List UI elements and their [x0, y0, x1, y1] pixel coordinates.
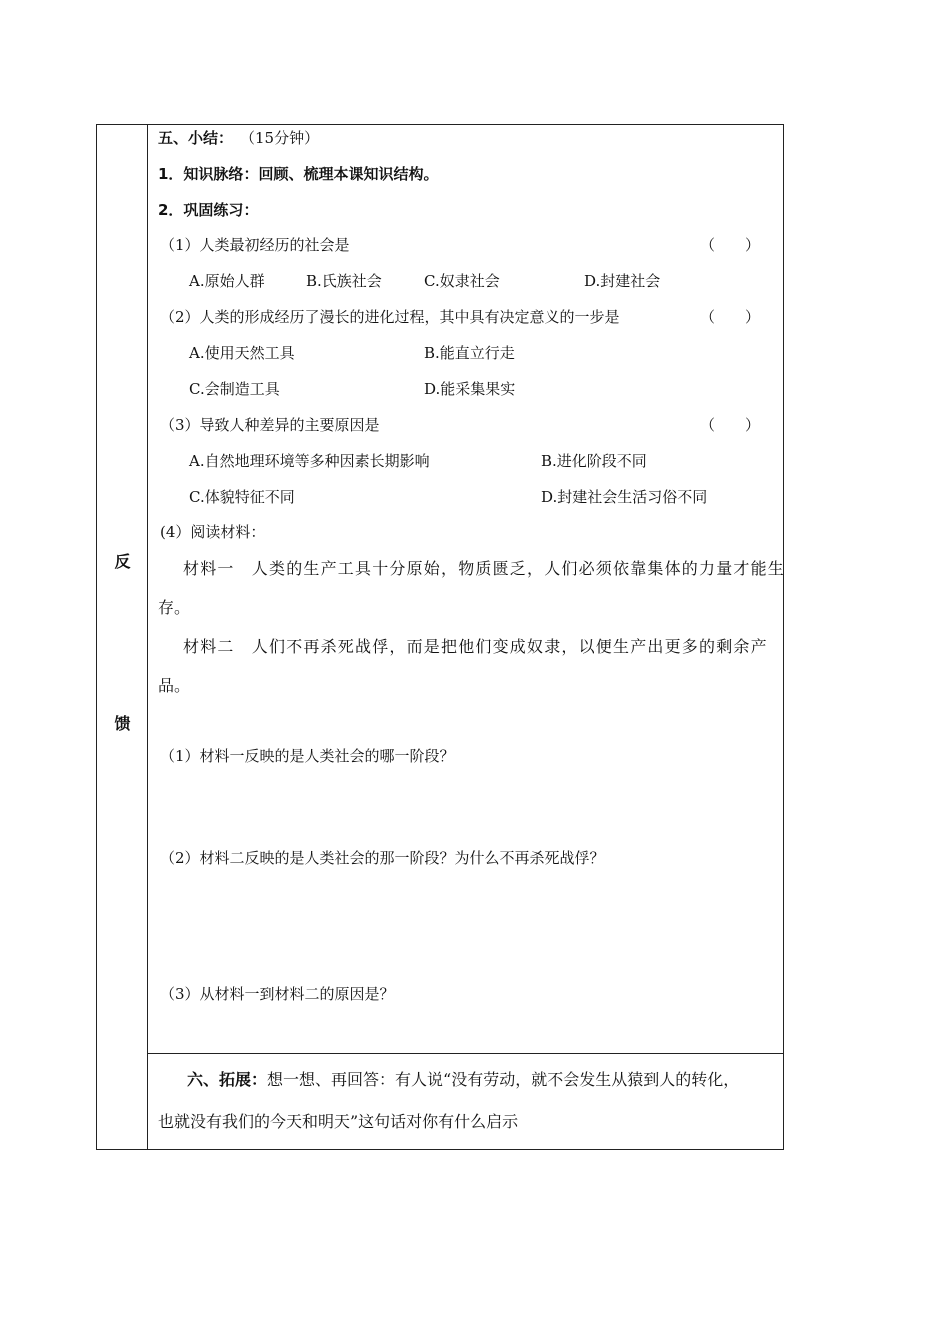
- question-1-option-c: C.奴隶社会: [424, 272, 500, 290]
- question-2-answer-bracket: （ ）: [700, 308, 761, 326]
- question-3-stem: （3）导致人种差异的主要原因是: [160, 416, 380, 434]
- material-2-line-1: 材料二 人们不再杀死战俘，而是把他们变成奴隶，以便生产出更多的剩余产: [183, 637, 768, 656]
- question-3-option-a: A.自然地理环境等多种因素长期影响: [189, 452, 430, 470]
- summary-duration: （15分钟）: [240, 129, 320, 147]
- question-2-option-b: B.能直立行走: [424, 344, 515, 362]
- extension-heading: 六、拓展：: [187, 1070, 268, 1089]
- question-2-option-c: C.会制造工具: [189, 380, 280, 398]
- question-4-stem: (4）阅读材料：: [160, 523, 266, 541]
- sub-question-1: （1）材料一反映的是人类社会的哪一阶段？: [160, 747, 455, 765]
- question-3-option-b: B.进化阶段不同: [541, 452, 647, 470]
- material-1-line-1: 材料一 人类的生产工具十分原始，物质匮乏，人们必须依靠集体的力量才能生: [183, 559, 786, 578]
- question-1-option-d: D.封建社会: [584, 272, 661, 290]
- question-2-stem: （2）人类的形成经历了漫长的进化过程，其中具有决定意义的一步是: [160, 308, 620, 326]
- question-3-answer-bracket: （ ）: [700, 416, 761, 434]
- summary-item-2: 2．巩固练习：: [158, 201, 259, 219]
- question-1-option-a: A.原始人群: [189, 272, 265, 290]
- summary-item-1: 1．知识脉络：回顾、梳理本课知识结构。: [158, 165, 439, 183]
- material-1-line-2: 存。: [158, 598, 191, 617]
- extension-line-2: 也就没有我们的今天和明天”这句话对你有什么启示: [158, 1112, 519, 1131]
- question-1-stem: （1）人类最初经历的社会是: [160, 236, 350, 254]
- question-1-option-b: B.氏族社会: [306, 272, 382, 290]
- sub-question-3: （3）从材料一到材料二的原因是？: [160, 985, 395, 1003]
- row-divider: [148, 1053, 783, 1054]
- question-3-option-c: C.体貌特征不同: [189, 488, 295, 506]
- side-label-bottom: 馈: [114, 714, 131, 733]
- question-2-option-a: A.使用天然工具: [189, 344, 295, 362]
- sub-question-2: （2）材料二反映的是人类社会的那一阶段？为什么不再杀死战俘？: [160, 849, 605, 867]
- extension-line-1-text: 想一想、再回答：有人说“没有劳动，就不会发生从猿到人的转化，: [267, 1070, 740, 1089]
- material-2-line-2: 品。: [158, 676, 191, 695]
- extension-line-1: [187, 1070, 739, 1090]
- question-1-answer-bracket: （ ）: [700, 236, 761, 254]
- side-label-top: 反: [114, 552, 131, 571]
- summary-heading: 五、小结：: [158, 129, 234, 147]
- question-2-option-d: D.能采集果实: [424, 380, 516, 398]
- side-label-column: [97, 125, 148, 1149]
- question-3-option-d: D.封建社会生活习俗不同: [541, 488, 708, 506]
